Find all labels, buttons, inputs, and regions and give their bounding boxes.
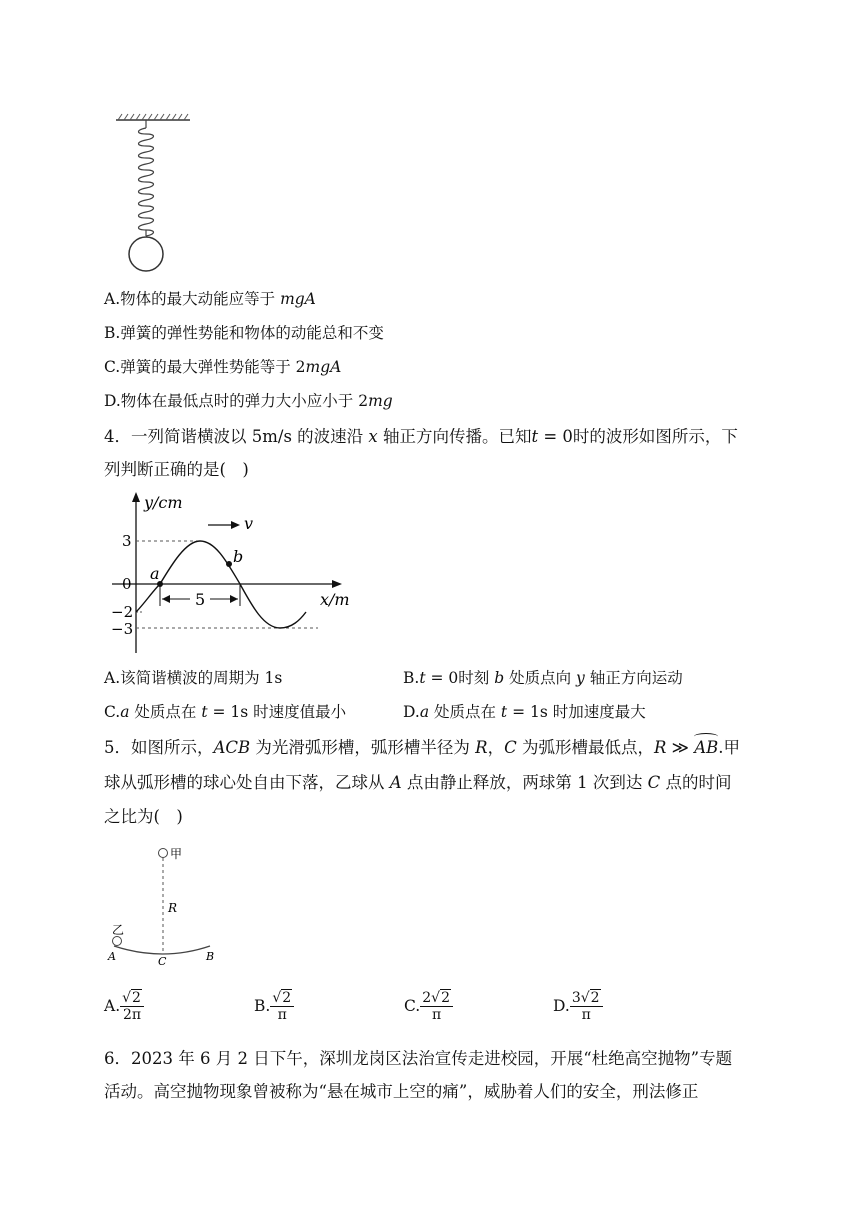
- spring-coil: [139, 120, 154, 236]
- q5-option-a: A. $\frac{√2}{2\pi}$: [104, 990, 144, 1023]
- distance-label: 5: [195, 590, 206, 609]
- spring-figure: [108, 112, 198, 277]
- q4-stem-line2: 列判断正确的是( ): [104, 460, 249, 479]
- y-axis-label: y/cm: [144, 493, 183, 512]
- wave-figure: [108, 488, 368, 658]
- q5-stem-line2: 球从弧形槽的球心处自由下落，乙球从 A 点由静止释放，两球第 1 次到达 C 点的时间: [104, 773, 732, 792]
- ball-yi-label: 乙: [112, 923, 125, 937]
- q4-option-b: B.t = 0时刻 b 处质点向 y 轴正方向运动: [403, 669, 683, 687]
- tick-minus-3: −3: [111, 620, 134, 638]
- q3-option-d: D.物体在最低点时的弹力大小应小于 2mg: [104, 392, 393, 410]
- q3-option-b: B.弹簧的弹性势能和物体的动能总和不变: [104, 324, 384, 342]
- arc-condition: R ≫ AB: [654, 738, 718, 757]
- ball-yi: [113, 937, 122, 946]
- q4-option-a: A.该简谐横波的周期为 1s: [104, 669, 283, 687]
- q3-option-a: A.物体的最大动能应等于 mgA: [104, 290, 316, 308]
- tick-0: 0: [122, 575, 132, 593]
- q4-option-c: C.a 处质点在 t = 1s 时速度值最小: [104, 703, 347, 721]
- velocity-label: v: [244, 514, 254, 533]
- q5-stem-line1: 5．如图所示，ACB 为光滑弧形槽，弧形槽半径为 R，C 为弧形槽最低点，R ≫ AB.甲: [104, 737, 740, 759]
- point-c-label: C: [158, 955, 167, 966]
- q4-option-d: D.a 处质点在 t = 1s 时加速度最大: [403, 703, 646, 721]
- q6-stem-line1: 6．2023 年 6 月 2 日下午，深圳龙岗区法治宣传走进校园，开展“杜绝高空抛物”专题: [104, 1049, 733, 1068]
- q3-option-c: C.弹簧的最大弹性势能等于 2mgA: [104, 358, 342, 376]
- q4-stem-line1: 4．一列简谐横波以 5m/s 的波速沿 x 轴正方向传播。已知t = 0时的波形如图所示，下: [104, 427, 738, 446]
- q5-option-b: B. $\frac{√2}{\pi}$: [254, 990, 294, 1023]
- point-b: [226, 561, 232, 567]
- tick-3: 3: [122, 532, 132, 550]
- q5-option-d: D. $\frac{3√2}{\pi}$: [553, 990, 603, 1023]
- point-a-label: a: [150, 564, 160, 583]
- mass-ball: [129, 237, 163, 271]
- point-b-label: B: [206, 950, 215, 963]
- q5-option-c: C. $\frac{2√2}{\pi}$: [404, 990, 453, 1023]
- tick-minus-2: −2: [111, 603, 134, 621]
- x-axis-label: x/m: [320, 590, 350, 609]
- ball-jia: [159, 849, 168, 858]
- q5-stem-line3: 之比为( ): [104, 807, 183, 826]
- point-a-label: A: [108, 950, 116, 963]
- point-b-label: b: [233, 547, 244, 566]
- arc-groove: [114, 946, 210, 954]
- radius-label: R: [168, 901, 178, 915]
- ball-jia-label: 甲: [170, 847, 183, 861]
- q6-stem-line2: 活动。高空抛物现象曾被称为“悬在城市上空的痛”，威胁着人们的安全，刑法修正: [104, 1082, 699, 1101]
- arc-figure: [106, 844, 226, 966]
